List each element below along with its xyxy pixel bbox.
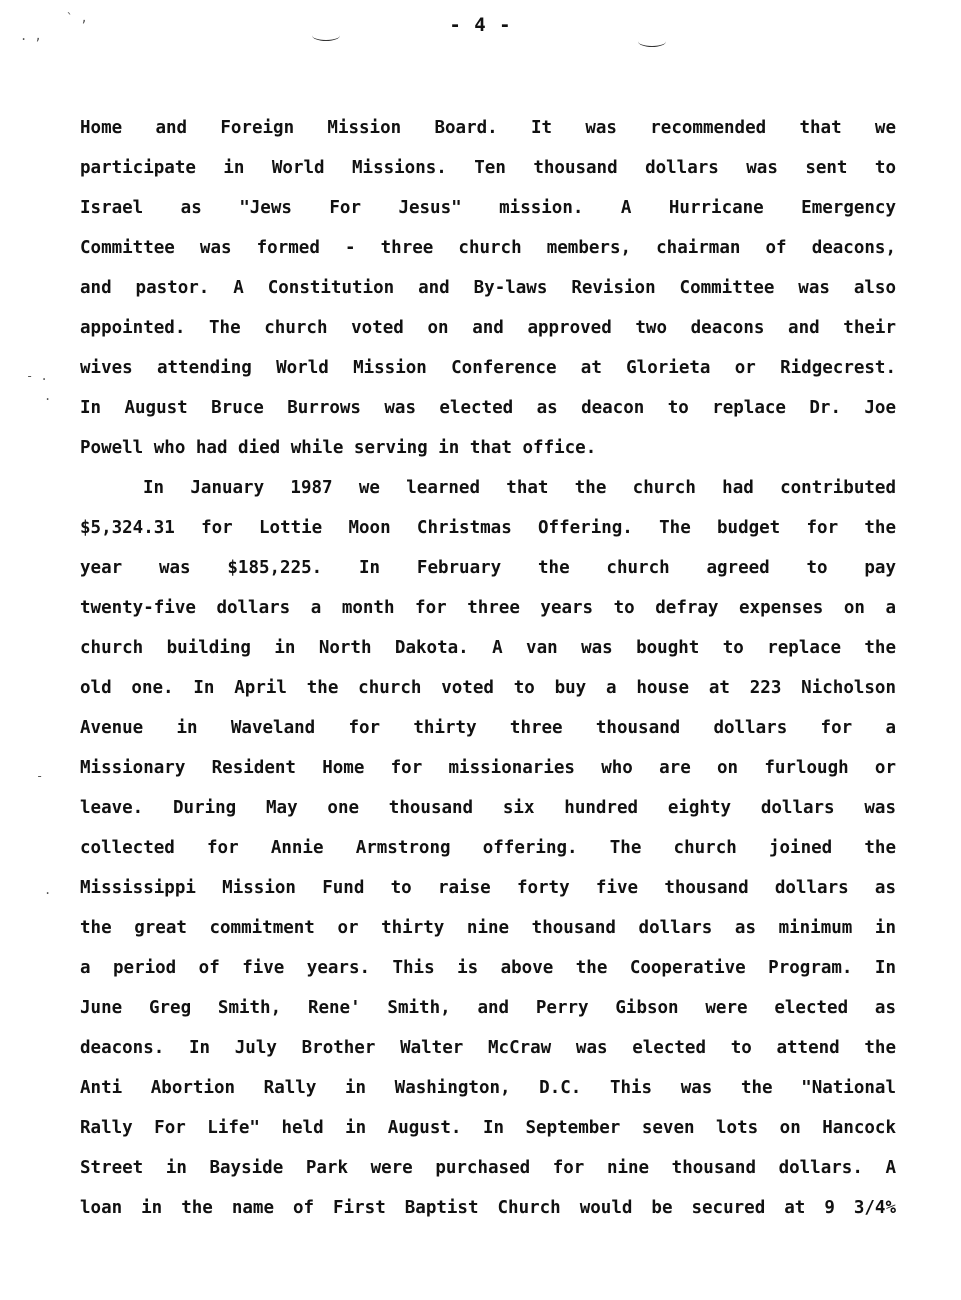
text-line: Rally For Life" held in August. In September seven lots on Hancock: [80, 1118, 896, 1138]
text-line: In January 1987 we learned that the church had contributed: [143, 478, 896, 498]
margin-mark: .: [44, 883, 52, 897]
text-line: Powell who had died while serving in that office.: [80, 438, 597, 458]
text-line: wives attending World Mission Conference at Glorieta or Ridgecrest.: [80, 358, 896, 378]
text-line: a period of five years. This is above the Cooperative Program. In: [80, 958, 896, 978]
text-line: Mississippi Mission Fund to raise forty five thousand dollars as: [80, 878, 896, 898]
text-line: collected for Annie Armstrong offering. The church joined the: [80, 838, 896, 858]
text-line: Street in Bayside Park were purchased for nine thousand dollars. A: [80, 1158, 896, 1178]
margin-mark: .: [44, 389, 52, 403]
text-line: old one. In April the church voted to buy a house at 223 Nicholson: [80, 678, 896, 698]
margin-mark: -: [36, 769, 44, 783]
text-line: participate in World Missions. Ten thousand dollars was sent to: [80, 158, 896, 178]
text-line: appointed. The church voted on and approved two deacons and their: [80, 318, 896, 338]
text-line: loan in the name of First Baptist Church would be secured at 9 3/4%: [80, 1198, 896, 1218]
text-line: In August Bruce Burrows was elected as deacon to replace Dr. Joe: [80, 398, 896, 418]
text-line: twenty-five dollars a month for three years to defray expenses on a: [80, 598, 896, 618]
text-line: leave. During May one thousand six hundred eighty dollars was: [80, 798, 896, 818]
text-line: Home and Foreign Mission Board. It was recommended that we: [80, 118, 896, 138]
text-line: Avenue in Waveland for thirty three thousand dollars for a: [80, 718, 896, 738]
text-line: Israel as "Jews For Jesus" mission. A Hurricane Emergency: [80, 198, 896, 218]
text-line: Missionary Resident Home for missionaries who are on furlough or: [80, 758, 896, 778]
page-number: - 4 -: [449, 14, 512, 36]
text-line: Anti Abortion Rally in Washington, D.C. This was the "National: [80, 1078, 896, 1098]
text-line: year was $185,225. In February the church agreed to pay: [80, 558, 896, 578]
text-line: June Greg Smith, Rene' Smith, and Perry Gibson were elected as: [80, 998, 896, 1018]
text-line: church building in North Dakota. A van was bought to replace the: [80, 638, 896, 658]
text-line: the great commitment or thirty nine thousand dollars as minimum in: [80, 918, 896, 938]
scan-speck: . ,: [20, 29, 42, 43]
text-line: deacons. In July Brother Walter McCraw was elected to attend the: [80, 1038, 896, 1058]
text-line: Committee was formed - three church members, chairman of deacons,: [80, 238, 896, 258]
scan-speck: ` ,: [66, 11, 88, 25]
text-line: and pastor. A Constitution and By-laws Revision Committee was also: [80, 278, 896, 298]
punch-mark-right: [638, 36, 666, 47]
text-line: $5,324.31 for Lottie Moon Christmas Offering. The budget for the: [80, 518, 896, 538]
margin-mark: - .: [26, 369, 48, 383]
